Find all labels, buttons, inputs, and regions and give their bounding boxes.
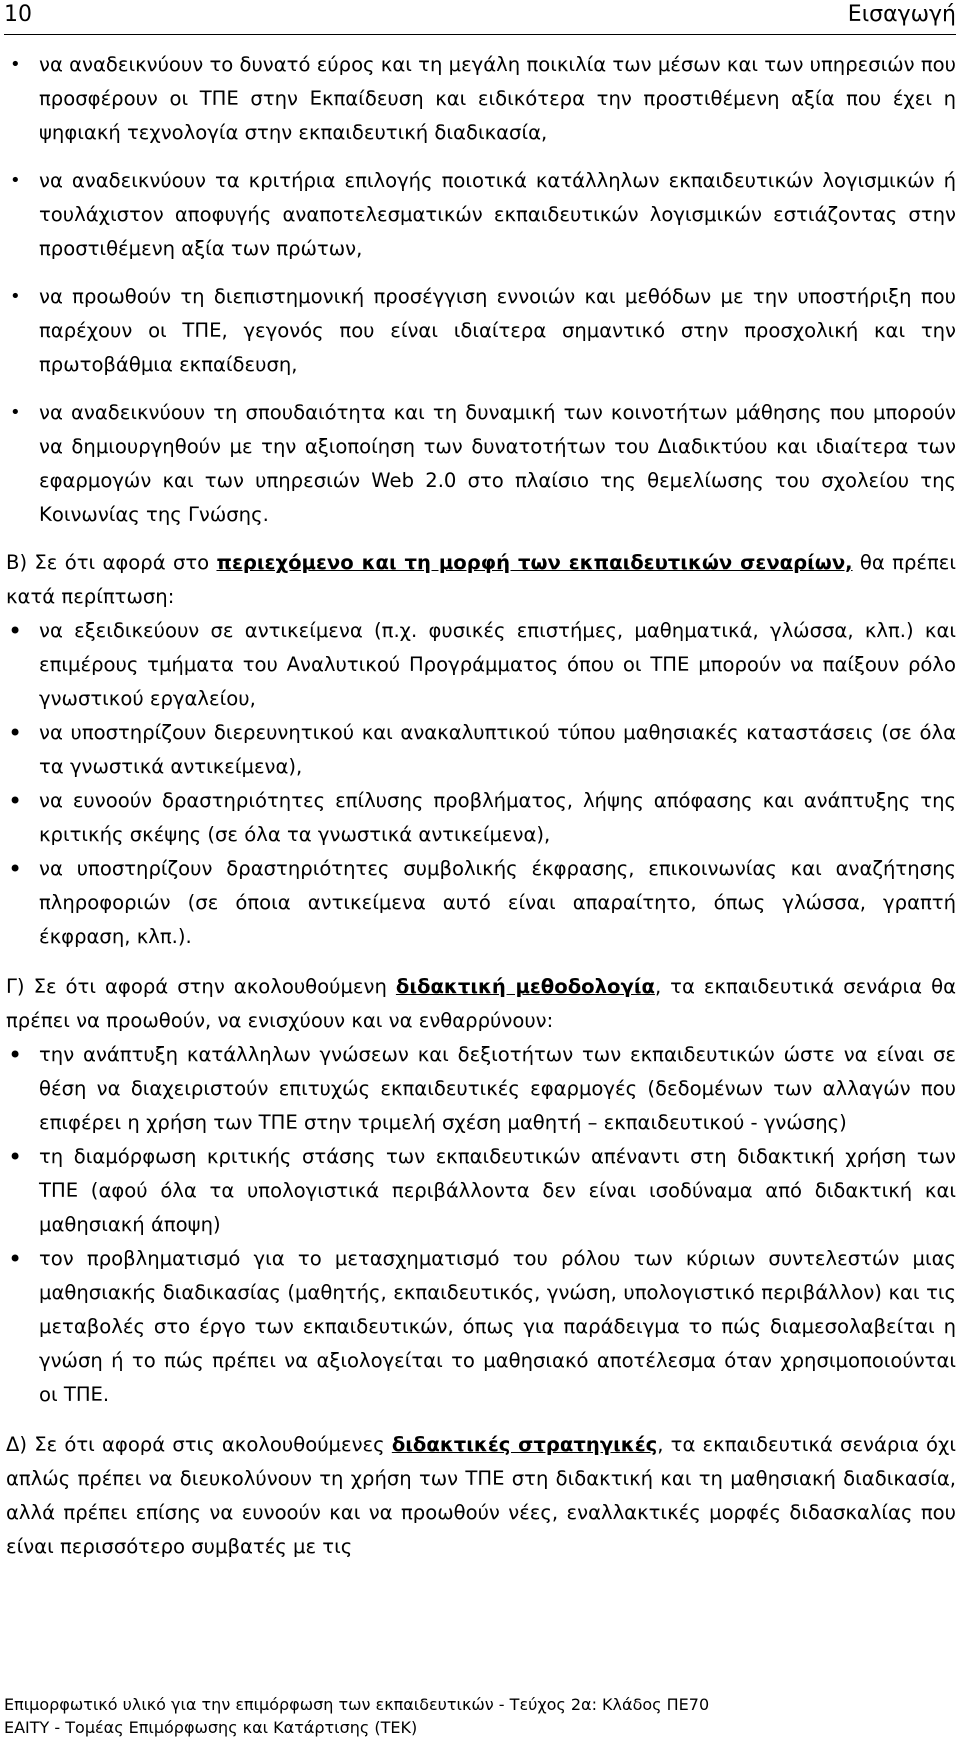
bullet-icon: • bbox=[8, 787, 23, 815]
list-item: • την ανάπτυξη κατάλληλων γνώσεων και δεξιοτήτων των εκπαιδευτικών ώστε να είναι σε θέση να διαχειριστούν επιτυχώς εκπαιδευτικές εφαρμογές (δεδομένων των αλλαγών που επιφέρει η χρήση των ΤΠΕ στην τριμελή σχέση μαθητή – εκπαιδευτικού - γνώσης) bbox=[6, 1038, 956, 1140]
list-item: • να υποστηρίζουν δραστηριότητες συμβολικής έκφρασης, επικοινωνίας και αναζήτησης πληροφοριών (σε όποια αντικείμενα αυτό είναι απαραίτητο, όπως γλώσσα, γραπτή έκφραση, κλπ.). bbox=[6, 852, 956, 954]
list-item: • να προωθούν τη διεπιστημονική προσέγγιση εννοιών και μεθόδων με την υποστήριξη που παρέχουν οι ΤΠΕ, γεγονός που είναι ιδιαίτερα σημαντικό στην προσχολική και την πρωτοβάθμια εκπαίδευση, bbox=[6, 280, 956, 382]
list-item: • να υποστηρίζουν διερευνητικού και ανακαλυπτικού τύπου μαθησιακές καταστάσεις (σε όλα τα γνωστικά αντικείμενα), bbox=[6, 716, 956, 784]
section-b-intro: Β) Σε ότι αφορά στο περιεχόμενο και τη μορφή των εκπαιδευτικών σεναρίων, θα πρέπει κατά περίπτωση: bbox=[6, 551, 956, 608]
bullet-icon: • bbox=[10, 54, 21, 75]
list-item: • να αναδεικνύουν το δυνατό εύρος και τη μεγάλη ποικιλία των μέσων και των υπηρεσιών που προσφέρουν οι ΤΠΕ στην Εκπαίδευση και ειδικότερα την προστιθέμενη αξία που έχει η ψηφιακή τεχνολογία στην εκπαιδευτική διαδικασία, bbox=[6, 48, 956, 150]
bullet-icon: • bbox=[8, 855, 23, 883]
bullet-icon: • bbox=[10, 170, 21, 191]
bullet-icon: • bbox=[8, 617, 23, 645]
list-item: • να εξειδικεύουν σε αντικείμενα (π.χ. φυσικές επιστήμες, μαθηματικά, γλώσσα, κλπ.) και επιμέρους τμήματα του Αναλυτικού Προγράμματος όπου οι ΤΠΕ μπορούν να παίξουν ρόλο γνωστικού εργαλείου, bbox=[6, 614, 956, 716]
bullet-icon: • bbox=[8, 1245, 23, 1273]
chapter-title: Εισαγωγή bbox=[847, 2, 956, 27]
bullet-icon: • bbox=[10, 402, 21, 423]
footer-line-1: Επιμορφωτικό υλικό για την επιμόρφωση των εκπαιδευτικών - Τεύχος 2α: Κλάδος ΠΕ70 bbox=[4, 1695, 710, 1714]
list-item: • τον προβληματισμό για το μετασχηματισμό του ρόλου των κύριων συντελεστών μιας μαθησιακής διαδικασίας (μαθητής, εκπαιδευτικός, γνώση, υπολογιστικό περιβάλλον) και τις μεταβολές στο έργο των εκπαιδευτικών, όπως για παράδειγμα το πώς διαμεσολαβείται η γνώση ή το πώς πρέπει να αξιολογείται το μαθησιακό αποτέλεσμα όταν χρησιμοποιούνται οι ΤΠΕ. bbox=[6, 1242, 956, 1412]
intro-bullet-list bbox=[6, 48, 956, 532]
section-d-intro: Δ) Σε ότι αφορά στις ακολουθούμενες διδακτικές στρατηγικές, τα εκπαιδευτικά σενάρια όχι απλώς πρέπει να διευκολύνουν τη χρήση των ΤΠΕ στη διδακτική και τη μαθησιακή διαδικασία, αλλά πρέπει επίσης να ευνοούν και να προωθούν νέες, εναλλακτικές μορφές διδασκαλίας που είναι περισσότερο συμβατές με τις bbox=[6, 1433, 956, 1558]
bullet-icon: • bbox=[10, 286, 21, 307]
page-footer bbox=[4, 1693, 709, 1739]
section-c-bullet-list bbox=[6, 1038, 956, 1412]
list-item: • να ευνοούν δραστηριότητες επίλυσης προβλήματος, λήψης απόφασης και ανάπτυξης της κριτικής σκέψης (σε όλα τα γνωστικά αντικείμενα), bbox=[6, 784, 956, 852]
bullet-icon: • bbox=[8, 719, 23, 747]
section-c-intro: Γ) Σε ότι αφορά στην ακολουθούμενη διδακτική μεθοδολογία, τα εκπαιδευτικά σενάρια θα πρέπει να προωθούν, να ενισχύουν και να ενθαρρύνουν: bbox=[6, 975, 956, 1032]
page-number: 10 bbox=[4, 2, 32, 27]
bullet-icon: • bbox=[8, 1041, 23, 1069]
list-item: • να αναδεικνύουν τα κριτήρια επιλογής ποιοτικά κατάλληλων εκπαιδευτικών λογισμικών ή τουλάχιστον αποφυγής αναποτελεσματικών εκπαιδευτικών λογισμικών εστιάζοντας στην προστιθέμενη αξία των πρώτων, bbox=[6, 164, 956, 266]
list-item: • να αναδεικνύουν τη σπουδαιότητα και τη δυναμική των κοινοτήτων μάθησης που μπορούν να δημιουργηθούν με την αξιοποίηση των δυνατοτήτων του Διαδικτύου και ιδιαίτερα των εφαρμογών και των υπηρεσιών Web 2.0 στο πλαίσιο της θεμελίωσης του σχολείου της Κοινωνίας της Γνώσης. bbox=[6, 396, 956, 532]
section-b-bullet-list bbox=[6, 614, 956, 954]
page-body bbox=[6, 48, 956, 1564]
footer-line-2: ΕΑΙΤΥ - Τομέας Επιμόρφωσης και Κατάρτισης (ΤΕΚ) bbox=[4, 1718, 418, 1737]
bullet-icon: • bbox=[8, 1143, 23, 1171]
page-header bbox=[4, 0, 956, 35]
list-item: • τη διαμόρφωση κριτικής στάσης των εκπαιδευτικών απέναντι στη διδακτική χρήση των ΤΠΕ (αφού όλα τα υπολογιστικά περιβάλλοντα δεν είναι ισοδύναμα από διδακτική και μαθησιακή άποψη) bbox=[6, 1140, 956, 1242]
